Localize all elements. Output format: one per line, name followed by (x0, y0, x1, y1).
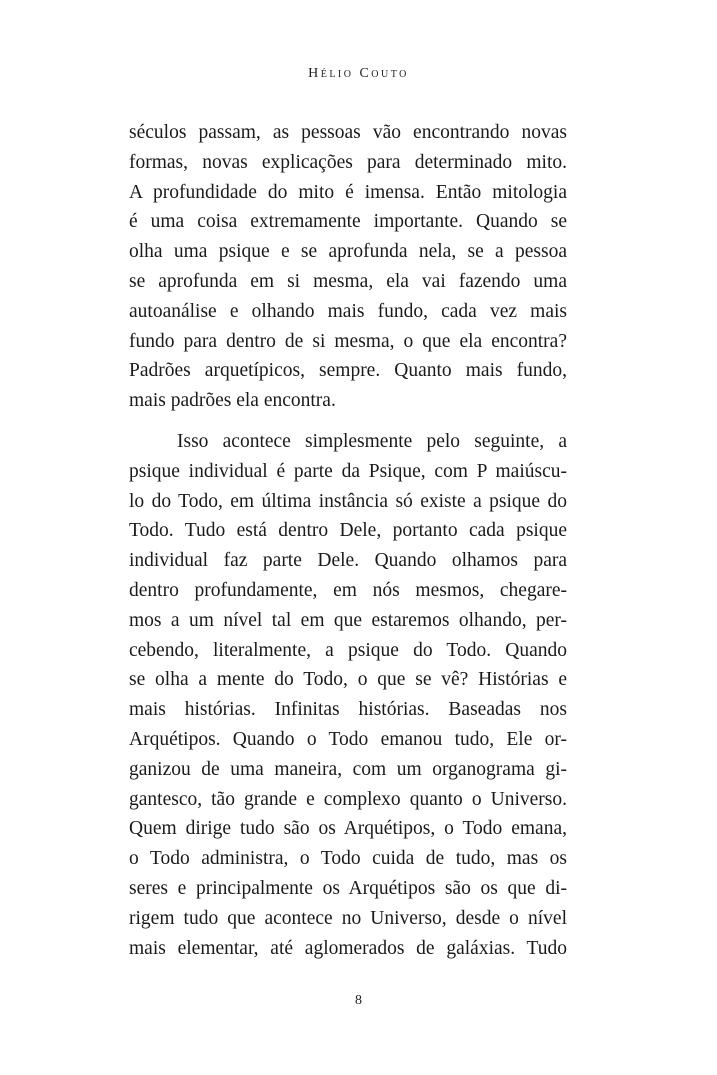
page-number: 8 (355, 993, 362, 1008)
text-line: autoanálise e olhando mais fundo, cada vez mais (129, 300, 567, 322)
text-line: se aprofunda em si mesma, ela vai fazendo uma (129, 270, 567, 292)
paragraph-2 (129, 427, 567, 963)
text-line: individual faz parte Dele. Quando olhamos para (129, 550, 567, 572)
running-head-author: Hélio Couto (308, 66, 409, 81)
text-line: mais elementar, até aglomerados de galáxias. Tudo (129, 937, 567, 959)
text-line: Padrões arquetípicos, sempre. Quanto mais fundo, (129, 360, 567, 382)
body-text (129, 118, 567, 963)
text-line: mais histórias. Infinitas histórias. Baseadas nos (129, 699, 567, 721)
text-line: Todo. Tudo está dentro Dele, portanto cada psique (129, 520, 567, 542)
text-line: cebendo, literalmente, a psique do Todo. Quando (129, 639, 567, 661)
text-line: dentro profundamente, em nós mesmos, chegare- (129, 579, 567, 601)
text-line: o Todo administra, o Todo cuida de tudo, mas os (129, 848, 567, 870)
text-line: olha uma psique e se aprofunda nela, se a pessoa (129, 241, 567, 263)
text-line: mos a um nível tal em que estaremos olhando, per- (129, 609, 567, 631)
text-line: rigem tudo que acontece no Universo, desde o nível (129, 907, 567, 929)
paragraph-1 (129, 118, 567, 416)
text-line: A profundidade do mito é imensa. Então mitologia (129, 181, 567, 203)
text-line: se olha a mente do Todo, o que se vê? Histórias e (129, 669, 567, 691)
text-line: lo do Todo, em última instância só existe a psique do (129, 490, 567, 512)
text-line: gantesco, tão grande e complexo quanto o Universo. (129, 788, 567, 810)
text-line: séculos passam, as pessoas vão encontrando novas (129, 122, 567, 143)
text-line: Isso acontece simplesmente pelo seguinte, a (177, 430, 567, 452)
text-line: fundo para dentro de si mesma, o que ela encontra? (129, 330, 567, 352)
text-line: formas, novas explicações para determinado mito. (129, 151, 567, 173)
text-line: seres e principalmente os Arquétipos são os que di- (129, 877, 567, 899)
text-line: mais padrões ela encontra. (129, 390, 336, 412)
text-line: ganizou de uma maneira, com um organograma gi- (129, 758, 567, 780)
text-line: Arquétipos. Quando o Todo emanou tudo, Ele or- (129, 728, 567, 750)
text-line: psique individual é parte da Psique, com P maiúscu- (129, 460, 567, 482)
text-line: Quem dirige tudo são os Arquétipos, o Todo emana, (129, 818, 567, 840)
text-line: é uma coisa extremamente importante. Quando se (129, 211, 567, 233)
